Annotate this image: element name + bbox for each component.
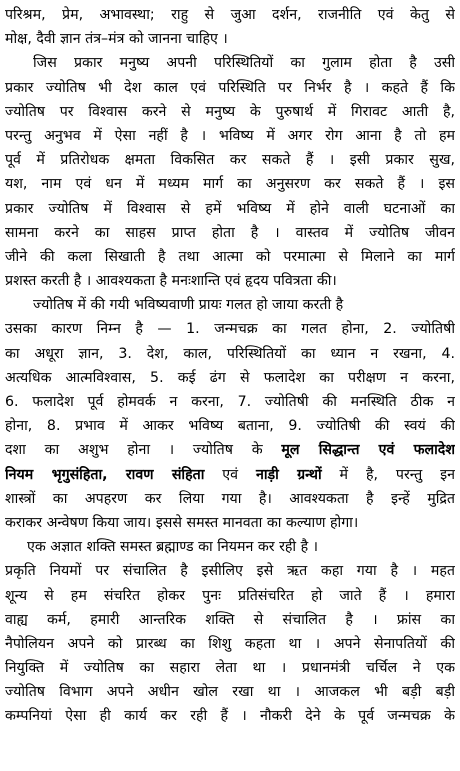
- paragraph: [5, 293, 455, 535]
- text-line: [5, 148, 455, 172]
- text-segment: परन्तु अनुभव में ऐसा नहीं है । भविष्य में अगर रोग आना है तो हम: [5, 127, 455, 144]
- text-line: [5, 197, 455, 221]
- text-line: [5, 632, 455, 656]
- text-segment: अत्यधिक आत्मविश्वास, 5. कई ढंग से फलादेश का परीक्षण न करना,: [5, 369, 455, 386]
- text-segment: दशा का अशुभ होना । ज्योतिष के: [5, 442, 282, 459]
- text-line: [5, 221, 455, 245]
- text-line: [5, 27, 455, 51]
- text-segment: पूर्व में प्रतिरोधक क्षमता विकसित कर सकते हैं । इसी प्रकार सुख,: [5, 152, 455, 169]
- text-segment: प्रशस्त करती है । आवश्यकता है मनःशान्ति एवं हृदय पवित्रता की।: [5, 273, 337, 290]
- text-line: [5, 3, 455, 27]
- text-line: [5, 414, 455, 438]
- text-segment: मोक्ष, दैवी ज्ञान तंत्र–मंत्र को जानना चाहिए ।: [5, 31, 228, 48]
- text-line: [5, 124, 455, 148]
- text-segment: नियुक्ति में ज्योतिष का सहारा लेता था । प्रधानमंत्री चर्चिल ने एक: [5, 660, 455, 677]
- paragraph: [5, 3, 455, 51]
- text-line: [5, 245, 455, 269]
- text-line: [5, 293, 455, 317]
- text-segment: जीने की कला सिखाती है तथा आत्मा को परमात्मा से मिलाने का मार्ग: [5, 248, 455, 265]
- text-segment: परिश्रम, प्रेम, अभावस्था; राहु से जुआ दर्शन, राजनीति एवं केतु से: [5, 7, 455, 23]
- text-segment: ज्योतिष पर विश्वास करने से मनुष्य के पुरुषार्थ में गिरावट आती है,: [5, 103, 455, 120]
- text-segment: सामना करने का साहस प्राप्त होता है । वास्तव में ज्योतिष जीवन: [5, 224, 455, 241]
- text-line: [5, 608, 455, 632]
- text-line: [5, 511, 455, 535]
- text-line: [5, 438, 455, 462]
- text-segment: कम्पनियां ऐसा ही कार्य कर रही हैं । नौकरी देने के पूर्व जन्मचक्र के: [5, 708, 455, 725]
- bold-text: मूल सिद्धान्त एवं फलादेश: [281, 442, 455, 459]
- text-line: [5, 584, 455, 608]
- text-line: [5, 559, 455, 583]
- text-segment: ज्योतिष विभाग अपने अधीन खोल रखा था । आजकल भी बड़ी बड़ी: [5, 684, 455, 701]
- text-segment: उसका कारण निम्न है — 1. जन्मचक्र का गलत होना, 2. ज्योतिषी: [5, 321, 455, 338]
- text-segment: प्रकृति नियमों पर संचालित है इसीलिए इसे ऋत कहा गया है । महत: [5, 563, 455, 580]
- paragraph: [5, 535, 455, 729]
- text-line: [5, 342, 455, 366]
- text-segment: का अधूरा ज्ञान, 3. देश, काल, परिस्थितियों का ध्यान न रखना, 4.: [5, 345, 455, 362]
- text-segment: प्रकार ज्योतिष भी देश काल एवं परिस्थिति पर निर्भर है । कहते हैं कि: [5, 79, 455, 96]
- text-line: [5, 269, 455, 293]
- text-line: [5, 317, 455, 341]
- text-segment: 6. फलादेश पूर्व होमवर्क न करना, 7. ज्योतिषी की मनस्थिति ठीक न: [5, 394, 455, 410]
- text-segment: वाह्य कर्म, हमारी आन्तरिक शक्ति से संचालित है । फ्रांस का: [5, 611, 455, 628]
- text-segment: एवं: [204, 466, 256, 483]
- text-line: [5, 535, 455, 559]
- text-line: [5, 76, 455, 100]
- text-segment: होना, 8. प्रभाव में आकर भविष्य बताना, 9. ज्योतिषी की स्वयं की: [5, 418, 455, 435]
- text-segment: शास्त्रों का अपहरण कर लिया गया है। आवश्यकता है इन्हें मुद्रित: [5, 490, 455, 507]
- text-line: [5, 463, 455, 487]
- text-line: [5, 100, 455, 124]
- text-segment: यश, नाम एवं धन में मध्यम मार्ग का अनुसरण कर सकते हैं । इस: [5, 176, 455, 193]
- text-segment: कराकर अन्वेषण किया जाय। इससे समस्त मानवता का कल्याण होगा।: [5, 514, 359, 531]
- text-line: [5, 487, 455, 511]
- paragraph: [5, 51, 455, 293]
- text-line: [5, 680, 455, 704]
- text-line: [5, 390, 455, 414]
- bold-text: नाड़ी ग्रन्थों: [255, 466, 322, 483]
- text-segment: एक अज्ञात शक्ति समस्त ब्रह्माण्ड का नियमन कर रही है ।: [27, 539, 319, 556]
- text-line: [5, 172, 455, 196]
- text-segment: ज्योतिष में की गयी भविष्यवाणी प्रायः गलत हो जाया करती है: [33, 297, 344, 314]
- text-segment: शून्य से हम संचरित होकर पुनः प्रतिसंचरित हो जाते हैं । हमारा: [5, 587, 455, 604]
- text-line: [5, 51, 455, 75]
- text-segment: नैपोलियन अपने को प्रारब्ध का शिशु कहता था । अपने सेनापतियों की: [5, 635, 455, 652]
- text-line: [5, 656, 455, 680]
- bold-text: नियम भृगुसंहिता, रावण संहिता: [5, 466, 205, 483]
- text-segment: प्रकार ज्योतिष में विश्वास से हमें भविष्य में होने वाली घटनाओं का: [5, 200, 455, 217]
- text-segment: में है, परन्तु इन: [321, 466, 455, 483]
- text-line: [5, 366, 455, 390]
- text-line: [5, 704, 455, 728]
- text-segment: जिस प्रकार मनुष्य अपनी परिस्थितियों का गुलाम होता है उसी: [33, 55, 455, 72]
